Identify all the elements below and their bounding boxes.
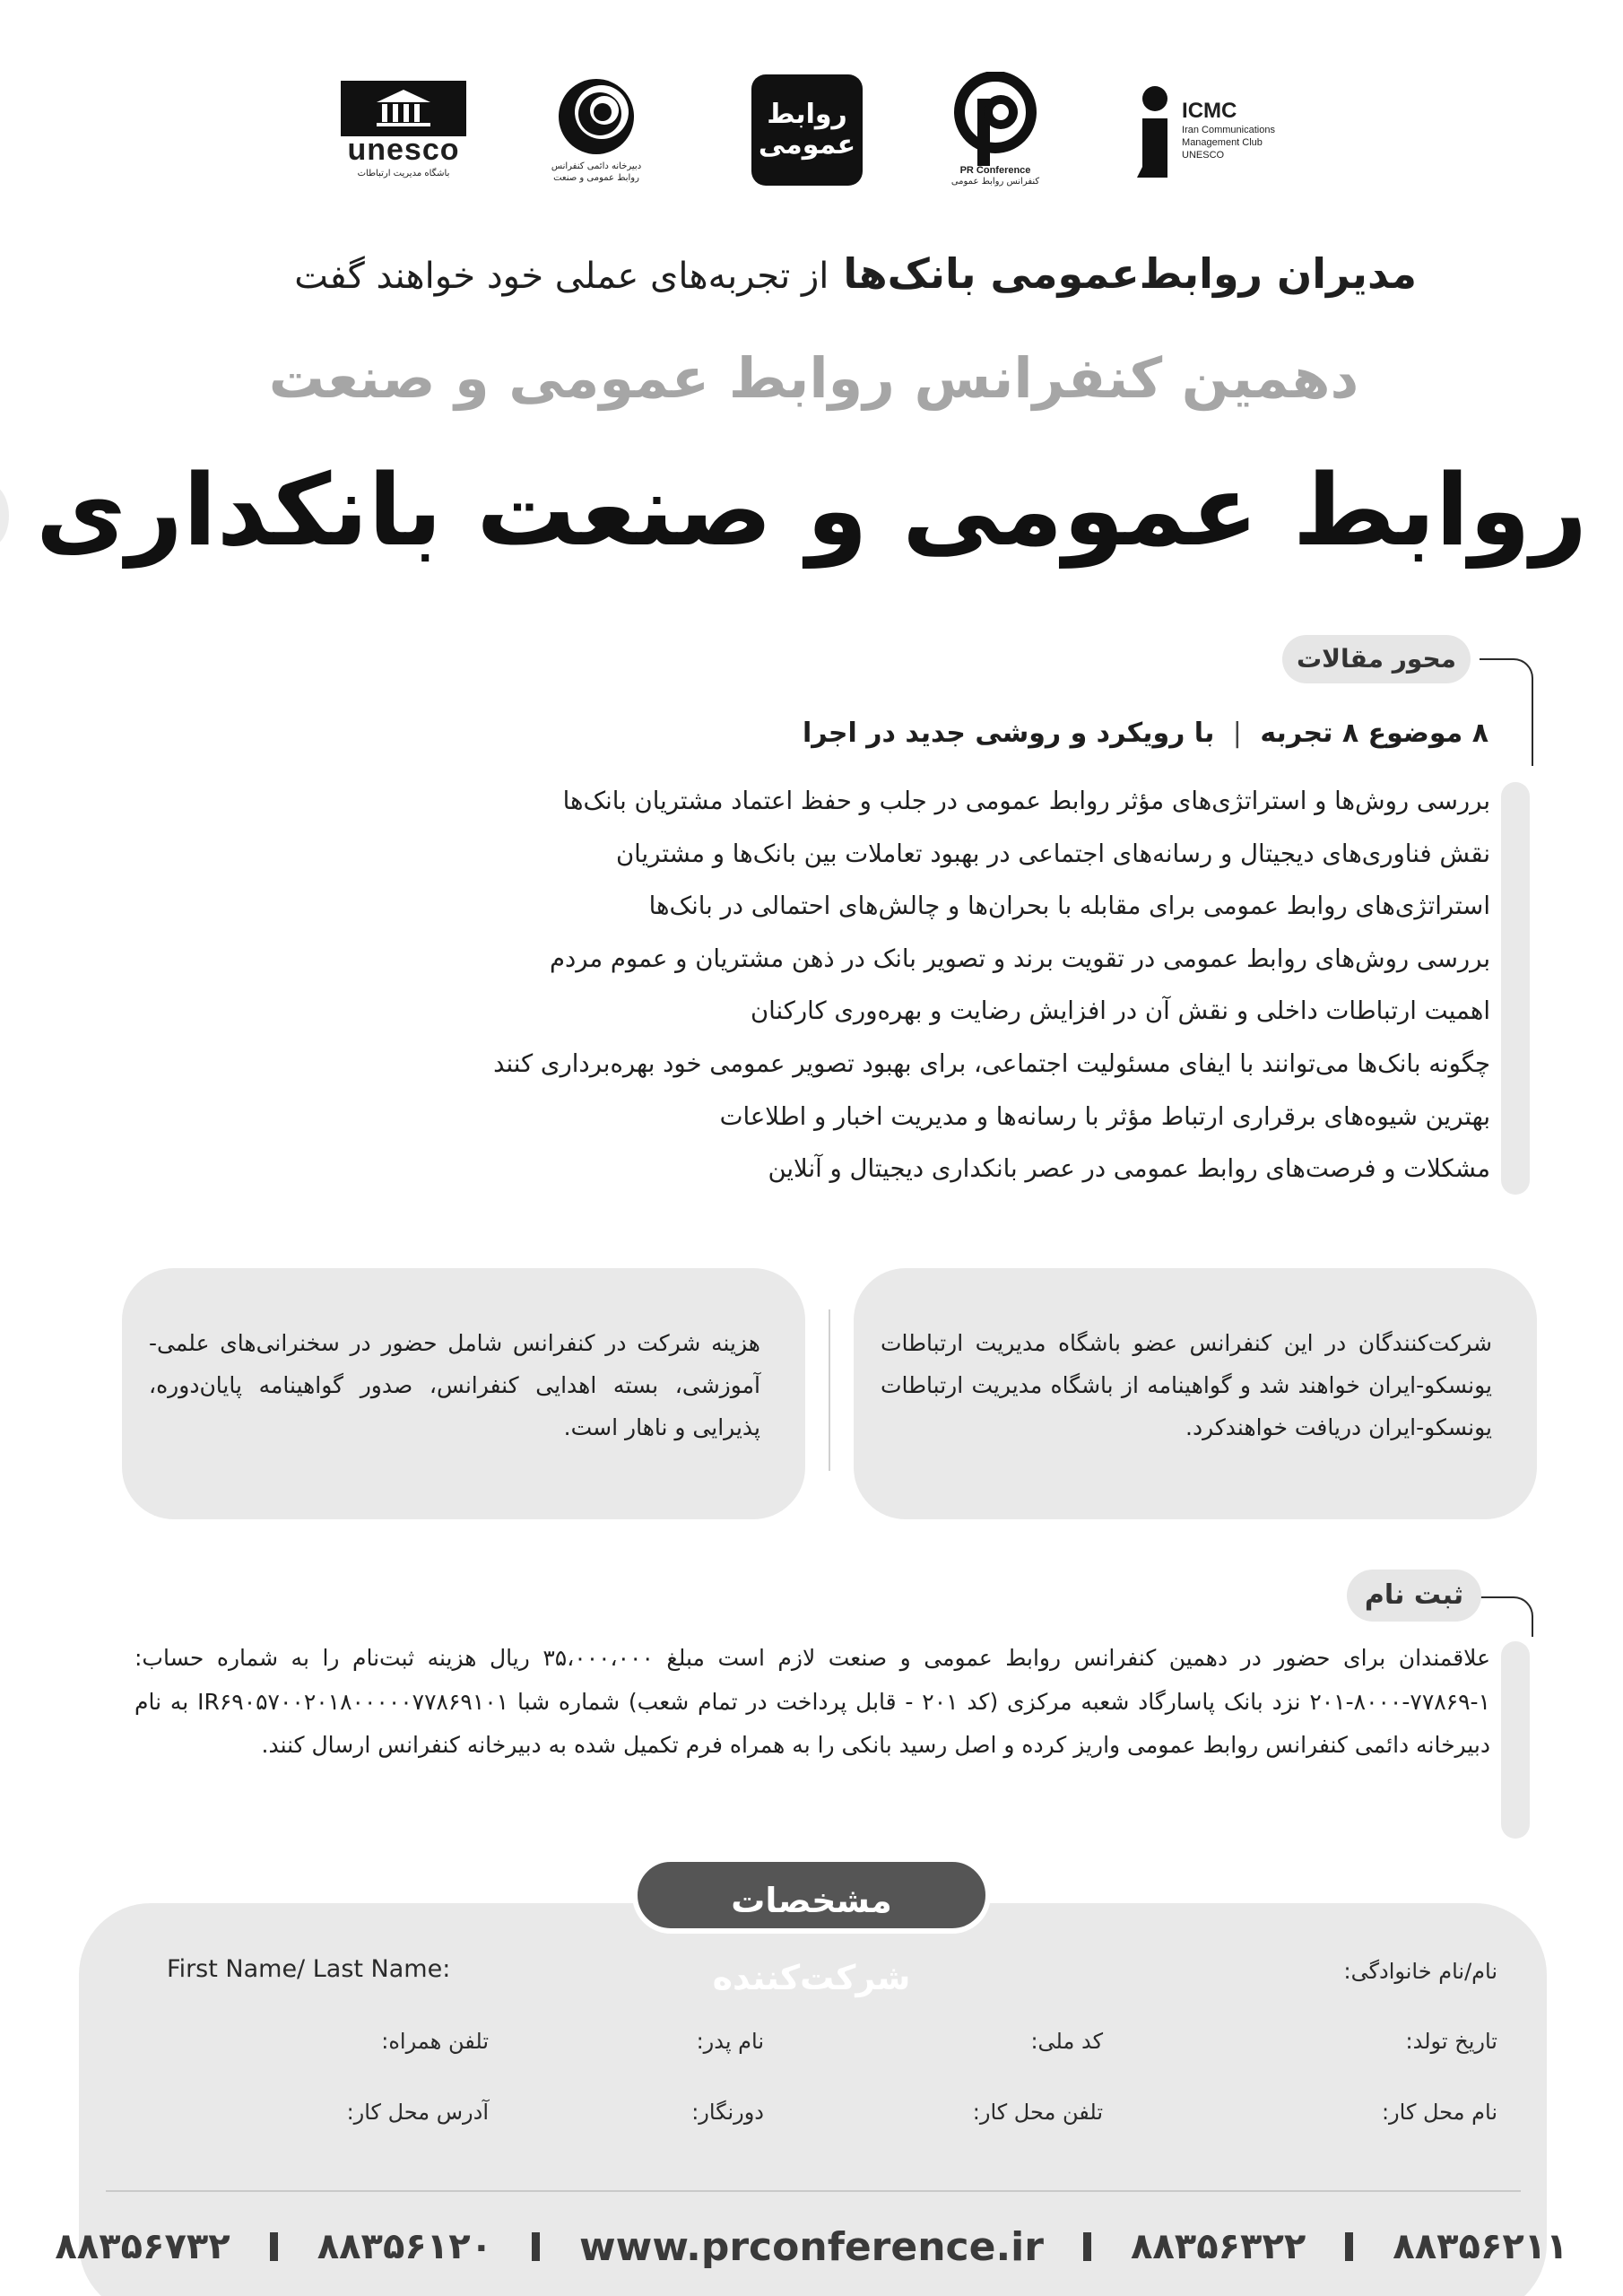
main-title: روابط عمومی و صنعت بانکداری: [35, 453, 1588, 568]
topic-item: نقش فناوری‌های دیجیتال و رسانه‌های اجتماعی در بهبود تعاملات بین بانک‌ها و مشتریان: [615, 839, 1490, 868]
headline-bold: مدیران روابط‌عمومی بانک‌ها: [843, 249, 1417, 298]
topic-item: اهمیت ارتباطات داخلی و نقش آن در افزایش رضایت و بهره‌وری کارکنان: [750, 996, 1490, 1026]
topic-item: بهترین شیوه‌های برقراری ارتباط مؤثر با رسانه‌ها و مدیریت اخبار و اطلاعات: [719, 1101, 1490, 1131]
spiral-icon: [556, 76, 637, 157]
icmc-name: ICMC: [1182, 99, 1237, 123]
fee-info-text: هزینه شرکت در کنفرانس شامل حضور در سخنرانی‌های علمی-آموزشی، بسته اهدایی کنفرانس، صدور گواهینامه پایان‌دوره، پذیرایی و ناهار است.: [149, 1330, 760, 1440]
national-id-field[interactable]: کد ملی:: [1030, 2029, 1103, 2054]
membership-info-box: [854, 1268, 1537, 1519]
icmc-line3: UNESCO: [1182, 150, 1225, 161]
unesco-caption: باشگاه مدیریت ارتباطات: [357, 168, 450, 178]
info-divider: [829, 1309, 830, 1471]
work-address-field[interactable]: آدرس محل کار:: [346, 2100, 489, 2125]
contact-separator: [270, 2232, 278, 2261]
registration-side-bar: [1501, 1641, 1530, 1839]
topics-sub-sep: |: [1232, 718, 1242, 749]
topic-item: چگونه بانک‌ها می‌توانند با ایفای مسئولیت اجتماعی، برای بهبود تصویر عمومی خود بهره‌برداری کنند: [493, 1048, 1490, 1078]
icmc-icon: [1137, 81, 1173, 179]
secretariat-logo: [529, 63, 664, 197]
registration-bracket: [1480, 1596, 1533, 1637]
topic-item: بررسی روش‌های روابط عمومی در تقویت برند و تصویر بانک در ذهن مشتریان و عموم مردم: [549, 944, 1490, 973]
topics-subline: [803, 718, 1488, 749]
phone-1[interactable]: ۸۸۳۵۶۷۳۲: [55, 2226, 230, 2267]
mobile-field[interactable]: تلفن همراه:: [381, 2029, 489, 2054]
pr-conference-name: PR Conference: [959, 165, 1031, 177]
pr-center-logo: [749, 63, 865, 197]
work-phone-field[interactable]: تلفن محل کار:: [972, 2100, 1103, 2125]
pr-conference-logo: [937, 63, 1054, 197]
contact-separator: [1345, 2232, 1353, 2261]
contact-bar: [0, 2215, 1623, 2278]
participant-form-title: مشخصات شرکت‌کننده: [632, 1857, 991, 1934]
topics-tag: محور مقالات: [1282, 635, 1471, 683]
birth-date-field[interactable]: تاریخ تولد:: [1405, 2029, 1497, 2054]
pr-conference-caption: کنفرانس روابط عمومی: [950, 177, 1040, 187]
icmc-line1: Iran Communications: [1182, 125, 1275, 135]
topics-list: [493, 775, 1490, 1196]
pr-conference-icon: [950, 72, 1040, 170]
form-divider: [106, 2190, 1521, 2192]
unesco-temple-icon: [341, 81, 466, 136]
icmc-logo: [1116, 63, 1296, 197]
topics-sub-right: ۸ موضوع ۸ تجربه: [1260, 718, 1488, 749]
secretariat-caption-1: دبیرخانه دائمی کنفرانس: [551, 161, 642, 171]
headline: [294, 249, 1417, 298]
registration-tag: ثبت نام: [1347, 1570, 1481, 1622]
phone-4[interactable]: ۸۸۳۵۶۲۱۱: [1393, 2226, 1568, 2267]
contact-separator: [1083, 2232, 1091, 2261]
unesco-logo: [336, 63, 471, 197]
membership-info-text: شرکت‌کنندگان در این کنفرانس عضو باشگاه مدیریت ارتباطات یونسکو-ایران خواهند شد و گواهینامه از باشگاه مدیریت ارتباطات یونسکو-ایران دریافت خواهندکرد.: [881, 1330, 1492, 1440]
headline-rest: از تجربه‌های عملی خود خواهند گفت: [294, 256, 829, 297]
name-fa-field[interactable]: نام/نام خانوادگی:: [1343, 1959, 1497, 1984]
pr-center-mark: روابط عمومی: [751, 74, 863, 186]
contact-separator: [532, 2232, 540, 2261]
phone-2[interactable]: ۸۸۳۵۶۱۲۰: [317, 2226, 493, 2267]
topics-side-bar: [1501, 782, 1530, 1195]
topics-sub-left: با رویکرد و روشی جدید در اجرا: [802, 718, 1215, 749]
website-link[interactable]: www.prconference.ir: [579, 2223, 1044, 2270]
phone-3[interactable]: ۸۸۳۵۶۳۲۲: [1130, 2226, 1306, 2267]
topics-bracket: [1480, 658, 1533, 766]
father-name-field[interactable]: نام پدر:: [696, 2029, 764, 2054]
fax-field[interactable]: دورنگار:: [691, 2100, 764, 2125]
registration-text: علاقمندان برای حضور در دهمین کنفرانس روابط عمومی و صنعت لازم است مبلغ ۳۵،۰۰۰،۰۰۰ ریال هزینه ثبت‌نام را به شماره حساب: ۱-۷۷۸۶۹-۸۰۰۰-۲۰۱ نزد بانک پاسارگاد شعبه مرکزی (کد ۲۰۱ - قابل پرداخت در تمام شعب) شماره شبا IR۶۹۰۵۷۰۰۲۰۱۸۰۰۰۰۰۷۷۸۶۹۱۰۱ به نام دبیرخانه دائمی کنفرانس روابط عمومی واریز کرده و اصل رسید بانکی را به همراه فرم تکمیل شده به دبیرخانه کنفرانس ارسال کنند.: [135, 1645, 1490, 1758]
fee-info-box: [122, 1268, 805, 1519]
icmc-line2: Management Club: [1182, 137, 1263, 148]
name-en-field[interactable]: First Name/ Last Name:: [167, 1955, 451, 1983]
secretariat-caption-2: روابط عمومی و صنعت: [553, 173, 639, 183]
unesco-wordmark: unesco: [347, 132, 460, 167]
workplace-field[interactable]: نام محل کار:: [1381, 2100, 1497, 2125]
conference-title: دهمین کنفرانس روابط عمومی و صنعت: [268, 345, 1359, 411]
topic-item: مشکلات و فرصت‌های روابط عمومی در عصر بانکداری دیجیتال و آنلاین: [768, 1154, 1490, 1184]
topic-item: بررسی روش‌ها و استراتژی‌های مؤثر روابط عمومی در جلب و حفظ اعتماد مشتریان بانک‌ها: [562, 787, 1490, 815]
topic-item: استراتژی‌های روابط عمومی برای مقابله با بحران‌ها و چالش‌های احتمالی در بانک‌ها: [648, 891, 1490, 921]
